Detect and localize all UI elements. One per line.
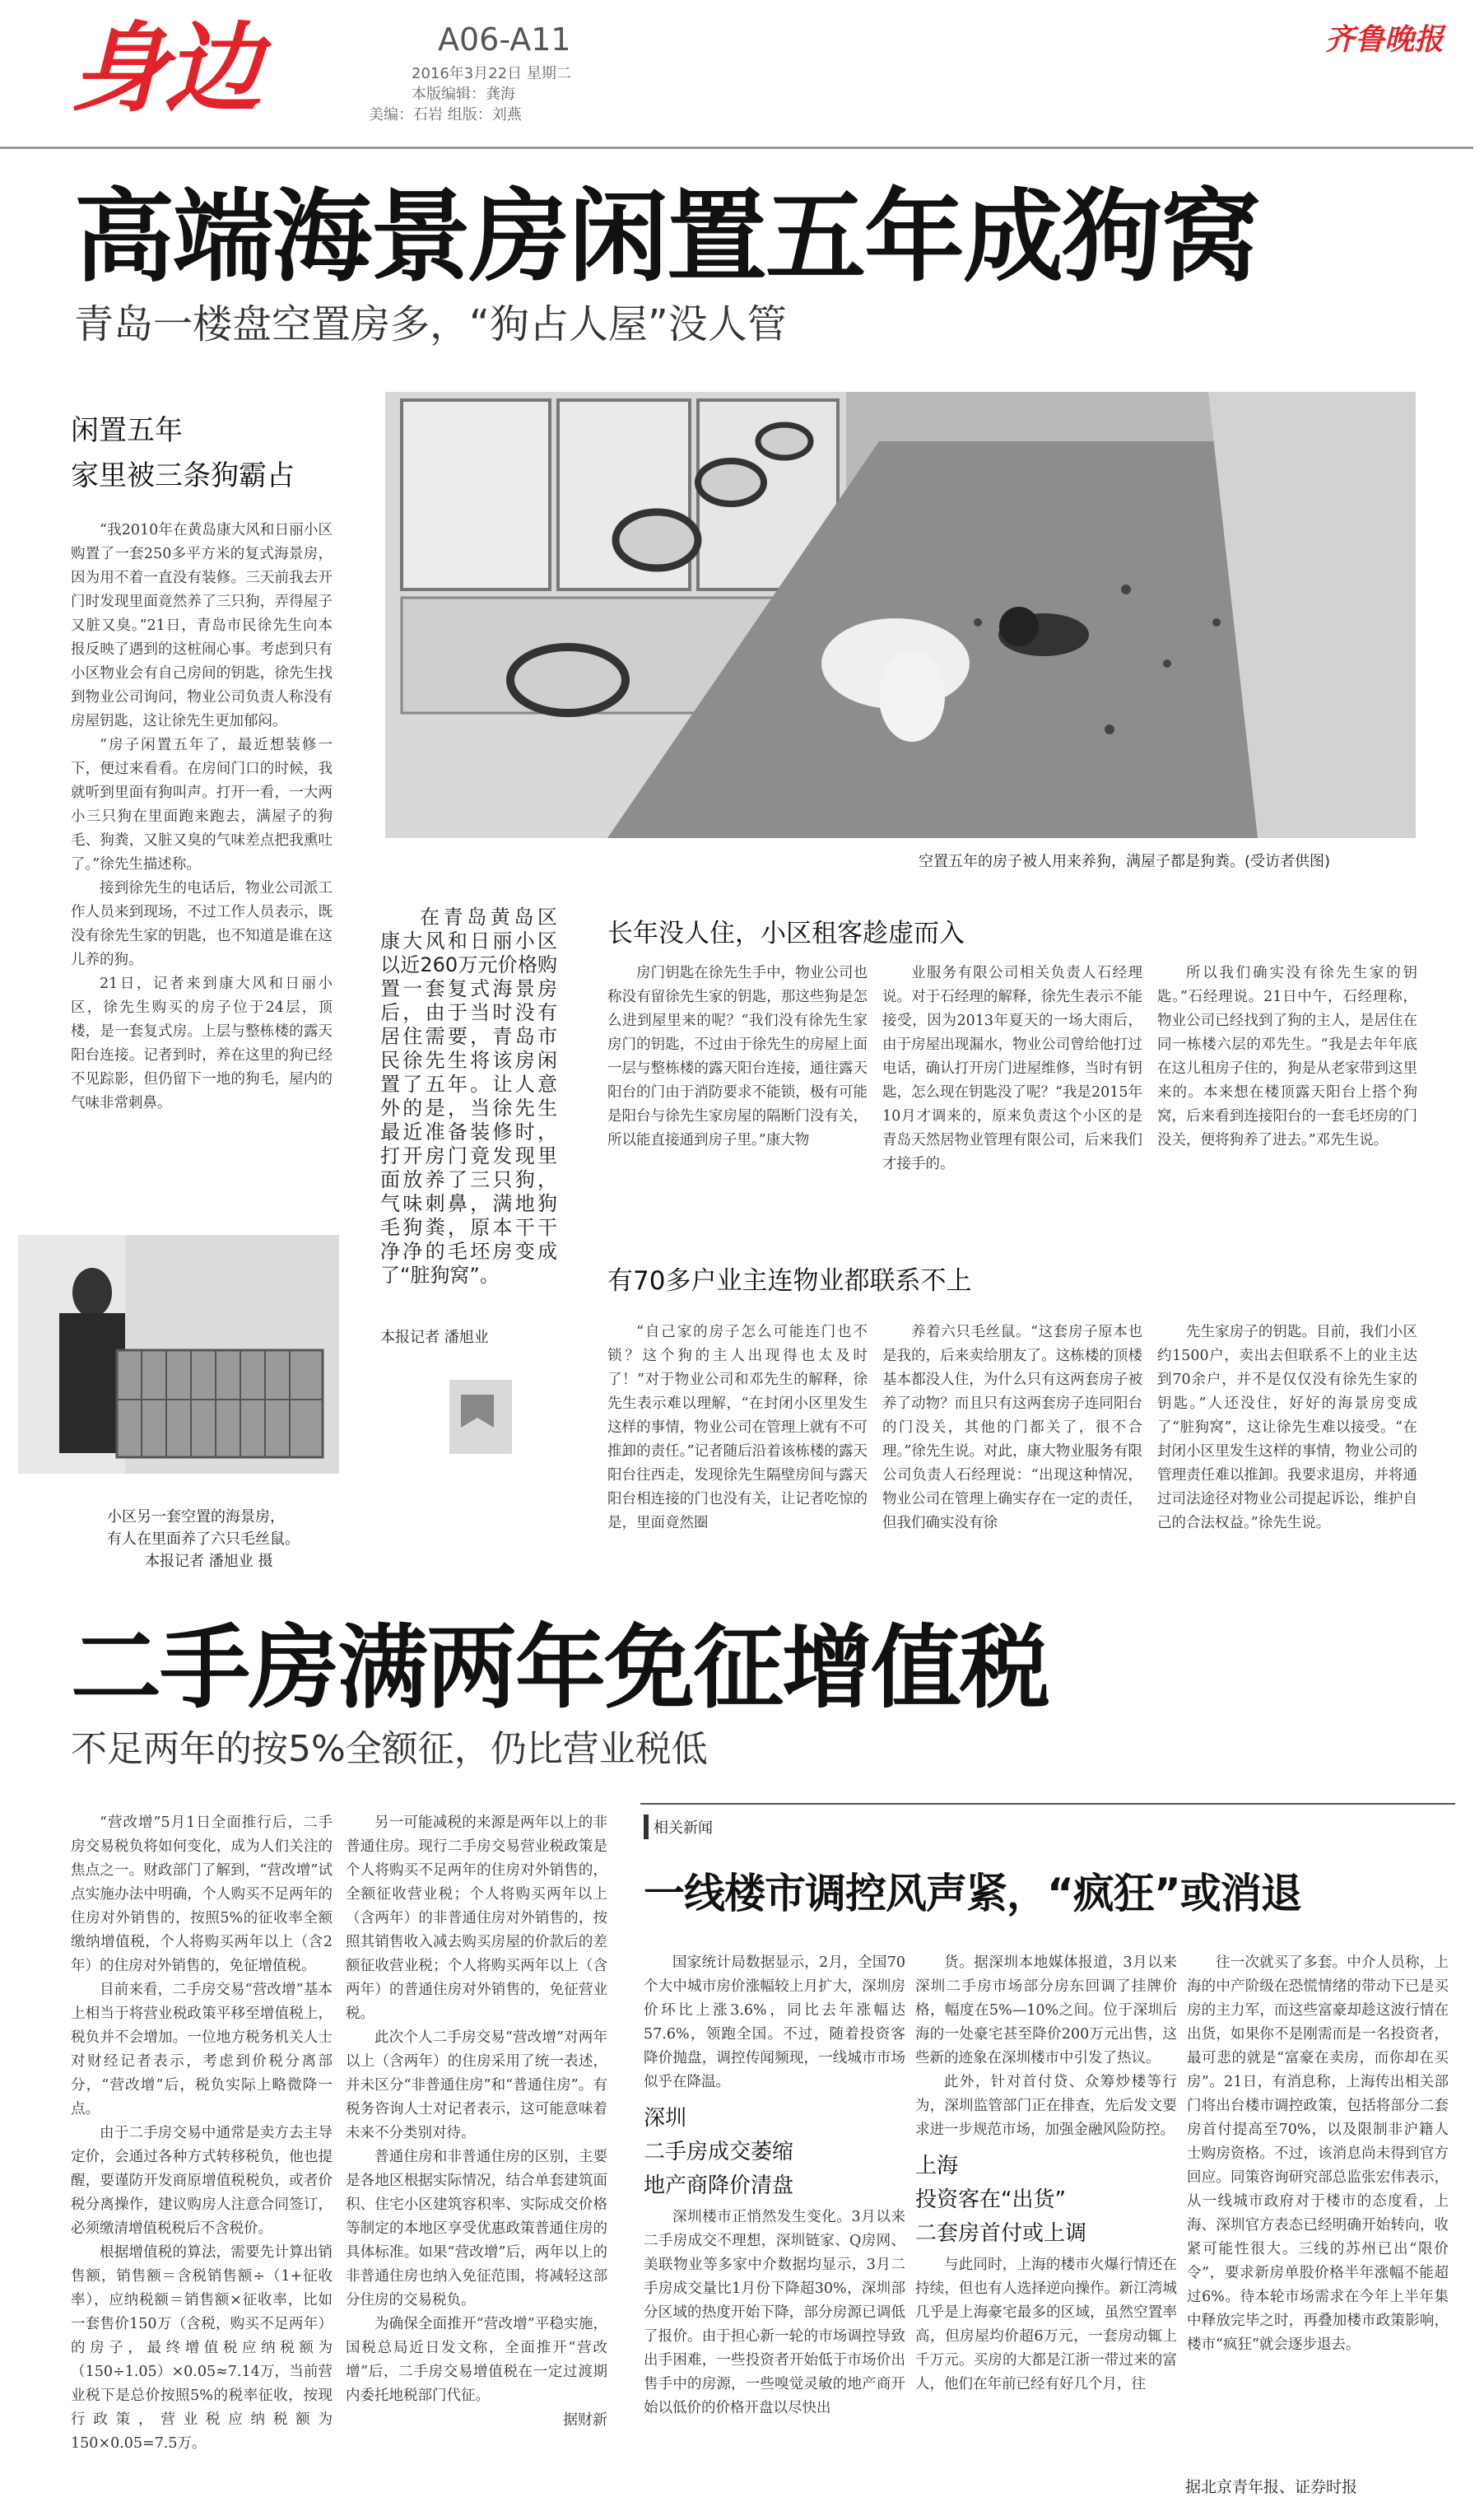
section2-col1 <box>607 962 868 1153</box>
article2-headline: 二手房满两年免征增值税 <box>71 1615 1049 1721</box>
article2-col2 <box>346 1811 607 2432</box>
paragraph: 与此同时，上海的楼市火爆行情还在持续，但也有人选择逆向操作。新江湾城几乎是上海豪宅最多的区域，虽然空置率高，但房屋均价超6万元，一套房动辄上千万元。买房的大都是江浙一带过来的富人，他们在年前已经有好几个月，往 <box>915 2257 1177 2392</box>
page-range: A06-A11 <box>438 21 571 58</box>
photo2-credit: 本报记者 潘旭业 摄 <box>145 1553 273 1570</box>
photo2-caption-line1: 小区另一套空置的海景房， <box>107 1508 285 1526</box>
article1-subheadline: 青岛一楼盘空置房多，“狗占人屋”没人管 <box>74 301 787 347</box>
paragraph: 养着六只毛丝鼠。“这套房子原本也是我的，后来卖给朋友了。这栋楼的顶楼基本都没人住，为什么只有这两套房子被养了动物？而且只有这两套房子连同阳台的门没关，其他的门都关了，很不合理。”徐先生说。对此，康大物业服务有限公司负责人石经理说：“出现这种情况，物业公司在管理上确实存在一定的责任，但我们确实没有徐 <box>882 1324 1142 1531</box>
paragraph: 为确保全面推开“营改增”平稳实施，国税总局近日发文称，全面推开“营改增”后，二手房交易增值税在一定过渡期内委托地税部门代征。 <box>346 2316 607 2404</box>
article1-headline: 高端海景房闲置五年成狗窝 <box>74 179 1259 296</box>
paragraph: 此外，针对首付贷、众筹炒楼等行为，深圳监管部门正在排查，先后发文要求进一步规范市场，加强金融风险防控。 <box>915 2074 1177 2138</box>
paragraph: “自己家的房子怎么可能连门也不锁？这个狗的主人出现得也太及时了！”对于物业公司和邓先生的解释，徐先生表示难以理解，“在封闭小区里发生这样的事情，物业公司在管理上就有不可推卸的责任。”记者随后沿着该栋楼的露天阳台往西走，发现徐先生隔壁房间与露天阳台相连接的门也没有关，让记者吃惊的是，里面竟然圈 <box>607 1324 868 1531</box>
editor-credit: 本版编辑：龚海 <box>412 86 515 103</box>
related-col3 <box>1187 1951 1449 2357</box>
article1-lead-summary: 在青岛黄岛区康大风和日丽小区以近260万元价格购置一套复式海景房后，由于当时没有居住需要，青岛市民徐先生将该房闲置了五年。让人意外的是，当徐先生最近准备装修时，打开房门竟发现里面放养了三只狗，气味刺鼻，满地狗毛狗粪，原本干干净净的毛坯房变成了“脏狗窝”。 <box>380 906 557 1287</box>
paragraph: 先生家房子的钥匙。目前，我们小区约1500户，卖出去但联系不上的业主达到70余户，并不是仅仅没有徐先生家的钥匙。”人还没住，好好的海景房变成了“脏狗窝”，这让徐先生难以接受。“在封闭小区里发生这样的事情，物业公司的管理责任难以推卸。我要求退房，并将通过司法途径对物业公司提起诉讼，维护自己的合法权益。”徐先生说。 <box>1157 1324 1417 1531</box>
shenzhen-subhead2: 地产商降价清盘 <box>644 2173 794 2198</box>
section3-title: 有70多户业主连物业都联系不上 <box>607 1266 972 1296</box>
newspaper-logo: 齐鲁晚报 <box>1325 22 1444 57</box>
paragraph: 房门钥匙在徐先生手中，物业公司也称没有留徐先生家的钥匙，那这些狗是怎么进到屋里来的呢？“我们没有徐先生家房门的钥匙，不过由于徐先生的房屋上面一层与整栋楼的露天阳台连接，通往露天阳台的门由于消防要求不能锁，极有可能是阳台与徐先生家房屋的隔断门没有关，所以能直接通到房子里。”康大物 <box>607 965 868 1148</box>
article2-source: 据财新 <box>563 2411 607 2429</box>
section2-title: 长年没人住，小区租客趁虚而入 <box>607 919 965 948</box>
related-city-shanghai: 上海 <box>915 2154 959 2178</box>
paragraph: 另一可能减税的来源是两年以上的非普通住房。现行二手房交易营业税政策是个人将购买不足两年的住房对外销售的，全额征收营业税；个人将购买两年以上（含两年）的非普通住房对外销售的，按照其销售收入减去购买房屋的价款后的差额征收营业税；个人将购买两年以上（含两年）的普通住房对外销售的，免征营业税。 <box>346 1815 607 2022</box>
masthead-divider <box>0 147 1473 149</box>
paragraph: 所以我们确实没有徐先生家的钥匙。”石经理说。21日中午，石经理称，物业公司已经找到了狗的主人，是居住在同一栋楼六层的邓先生。“我是去年年底在这儿租房子住的，狗是从老家带到这里来的。本来想在楼顶露天阳台上搭个狗窝，后来看到连接阳台的一套毛坯房的门没关，便将狗养了进去。”邓先生说。 <box>1157 965 1417 1148</box>
section3-col2 <box>882 1321 1142 1535</box>
dog-balcony-photo <box>385 392 1416 838</box>
shanghai-subhead1: 投资客在“出货” <box>915 2187 1066 2212</box>
section3-col1 <box>607 1321 868 1535</box>
paragraph: 国家统计局数据显示，2月，全国70个大中城市房价涨幅较上月扩大，深圳房价环比上涨3.6%，同比去年涨幅达57.6%，领跑全国。不过，随着投资客降价抛盘，调控传闻频现，一线城市市场似乎在降温。 <box>644 1954 905 2090</box>
paragraph: 接到徐先生的电话后，物业公司派工作人员来到现场，不过工作人员表示，既没有徐先生家的钥匙，也不知道是谁在这儿养的狗。 <box>71 880 333 968</box>
related-col1 <box>644 1951 905 2420</box>
related-news-headline: 一线楼市调控风声紧，“疯狂”或消退 <box>644 1870 1301 1917</box>
paragraph: 业服务有限公司相关负责人石经理说。对于石经理的解释，徐先生表示不能接受，因为2013年夏天的一场大雨后，由于房屋出现漏水，物业公司曾给他打过电话，确认打开房门进屋维修，当时有钥匙，怎么现在钥匙没了呢？“我是2015年10月才调来的，原来负责这个小区的是青岛天然居物业管理有限公司，后来我们才接手的。 <box>882 965 1142 1172</box>
photo2-caption-line2: 有人在里面养了六只毛丝鼠。 <box>107 1530 300 1548</box>
photo1-caption: 空置五年的房子被人用来养狗，满屋子都是狗粪。(受访者供图) <box>919 853 1331 870</box>
paragraph: “我2010年在黄岛康大风和日丽小区购置了一套250多平方米的复式海景房，因为用不着一直没有装修。三天前我去开门时发现里面竟然养了三只狗，弄得屋子又脏又臭。”21日，青岛市民徐先生向本报反映了遇到的这桩闹心事。考虑到只有小区物业会有自己房间的钥匙，徐先生找到物业公司询问，物业公司负责人称没有房屋钥匙，这让徐先生更加郁闷。 <box>71 522 333 729</box>
paragraph: 21日，记者来到康大风和日丽小区，徐先生购买的房子位于24层，顶楼，是一套复式房。上层与整栋楼的露天阳台连接。记者到时，养在这里的狗已经不见踪影，但仍留下一地的狗毛，屋内的气味非常刺鼻。 <box>71 976 333 1111</box>
article2-col1 <box>71 1811 333 2456</box>
paragraph: 此次个人二手房交易“营改增”对两年以上（含两年）的住房采用了统一表述，并未区分“非普通住房”和“普通住房”。有税务咨询人士对记者表示，这可能意味着未来不分类别对待。 <box>346 2029 607 2141</box>
related-city-shenzhen: 深圳 <box>644 2106 687 2131</box>
shenzhen-subhead1: 二手房成交萎缩 <box>644 2140 794 2164</box>
paragraph: “营改增”5月1日全面推行后，二手房交易税负将如何变化，成为人们关注的焦点之一。财政部门了解到，“营改增”试点实施办法中明确，个人购买不足两年的住房对外销售的，按照5%的征收率全额缴纳增值税，个人将购买两年以上（含2年）的住房对外销售的，免征增值税。 <box>71 1815 333 1974</box>
section1-title-line1: 闲置五年 <box>71 414 183 447</box>
section-logo: 身边 <box>71 12 259 125</box>
section2-col3 <box>1157 962 1417 1153</box>
paragraph: 由于二手房交易中通常是卖方去主导定价，会通过各种方式转移税负，他也提醒，要谨防开发商原增值税税负，或者价税分离操作，建议购房人注意合同签订，必须缴清增值税税后不含税价。 <box>71 2125 333 2237</box>
designer-credit: 美编：石岩 组版：刘燕 <box>369 106 522 123</box>
related-news-top-rule <box>640 1803 1455 1805</box>
related-col2 <box>915 1951 1177 2397</box>
section3-col3 <box>1157 1321 1417 1535</box>
paragraph: 根据增值税的算法，需要先计算出销售额，销售额＝含税销售额÷（1+征收率），应纳税额＝销售额×征收率，比如一套售价150万（含税，购买不足两年）的房子，最终增值税应纳税额为（150÷1.05）×0.05≈7.14万，当前营业税下是总价按照5%的税率征收，按现行政策，营业税应纳税额为150×0.05=7.5万。 <box>71 2244 333 2452</box>
paragraph: 货。据深圳本地媒体报道，3月以来深圳二手房市场部分房东回调了挂牌价格，幅度在5%—10%之间。位于深圳后海的一处豪宅甚至降价200万元出售，这些新的迹象在深圳楼市中引发了热议。 <box>915 1954 1177 2066</box>
paragraph: 普通住房和非普通住房的区别，主要是各地区根据实际情况，结合单套建筑面积、住宅小区建筑容积率、实际成交价格等制定的本地区享受优惠政策普通住房的具体标准。如果“营改增”后，两年以上的非普通住房也纳入免征范围，将减轻这部分住房的交易税负。 <box>346 2149 607 2308</box>
paragraph: “房子闲置五年了，最近想装修一下，便过来看看。在房间门口的时候，我就听到里面有狗叫声。打开一看，一大两小三只狗在里面跑来跑去，满屋子的狗毛、狗粪，又脏又臭的气味差点把我熏吐了。”徐先生描述称。 <box>71 737 333 873</box>
paragraph: 往一次就买了多套。中介人员称，上海的中产阶级在恐慌情绪的带动下已是买房的主力军，而这些富豪却趁这波行情在出货，如果你不是刚需而是一名投资者，最可悲的就是“富豪在卖房，而你却在买房”。21日，有消息称，上海传出相关部门将出台楼市调控政策，包括将部分二套房首付提高至70%，以及限制非沪籍人士购房资格。不过，该消息尚未得到官方回应。同策咨询研究部总监张宏伟表示，从一线城市政府对于楼市的态度看，上海、深圳官方表态已经明确开始转向，收紧可能性很大。三线的苏州已出“限价令”，要求新房单股价格半年涨幅不能超过6%。待本轮市场需求在今年上半年集中释放完毕之时，再叠加楼市政策影响，楼市“疯狂”就会逐步退去。 <box>1187 1954 1449 2353</box>
section1-title-line2: 家里被三条狗霸占 <box>71 459 295 492</box>
shanghai-subhead2: 二套房首付或上调 <box>915 2221 1087 2246</box>
related-news-source: 据北京青年报、证券时报 <box>1185 2478 1358 2496</box>
paragraph: 目前来看，二手房交易“营改增”基本上相当于将营业税政策平移至增值税上，税负并不会增加。一位地方税务机关人士对财经记者表示，考虑到价税分离部分，“营改增”后，税负实际上略微降一点。 <box>71 1982 333 2117</box>
chinchilla-cages-photo <box>18 1235 339 1474</box>
article1-col1 <box>71 519 333 1116</box>
related-news-label: 相关新闻 <box>644 1815 718 1839</box>
quote-mark-icon <box>449 1380 512 1454</box>
paragraph: 深圳楼市正悄然发生变化。3月以来二手房成交不理想，深圳链家、Q房网、美联物业等多家中介数据均显示，3月二手房成交量比1月份下降超30%，深圳部分区域的热度开始下降，部分房源已调低了报价。由于担心新一轮的市场调控导致出手困难，一些投资者开始低于市场价出售手中的房源，一些嗅觉灵敏的地产商开始以低价的价格开盘以尽快出 <box>644 2209 905 2416</box>
article1-byline: 本报记者 潘旭业 <box>380 1329 489 1346</box>
section2-col2 <box>882 962 1142 1176</box>
article2-subheadline: 不足两年的按5%全额征，仍比营业税低 <box>71 1728 708 1770</box>
publish-date: 2016年3月22日 星期二 <box>412 65 571 82</box>
